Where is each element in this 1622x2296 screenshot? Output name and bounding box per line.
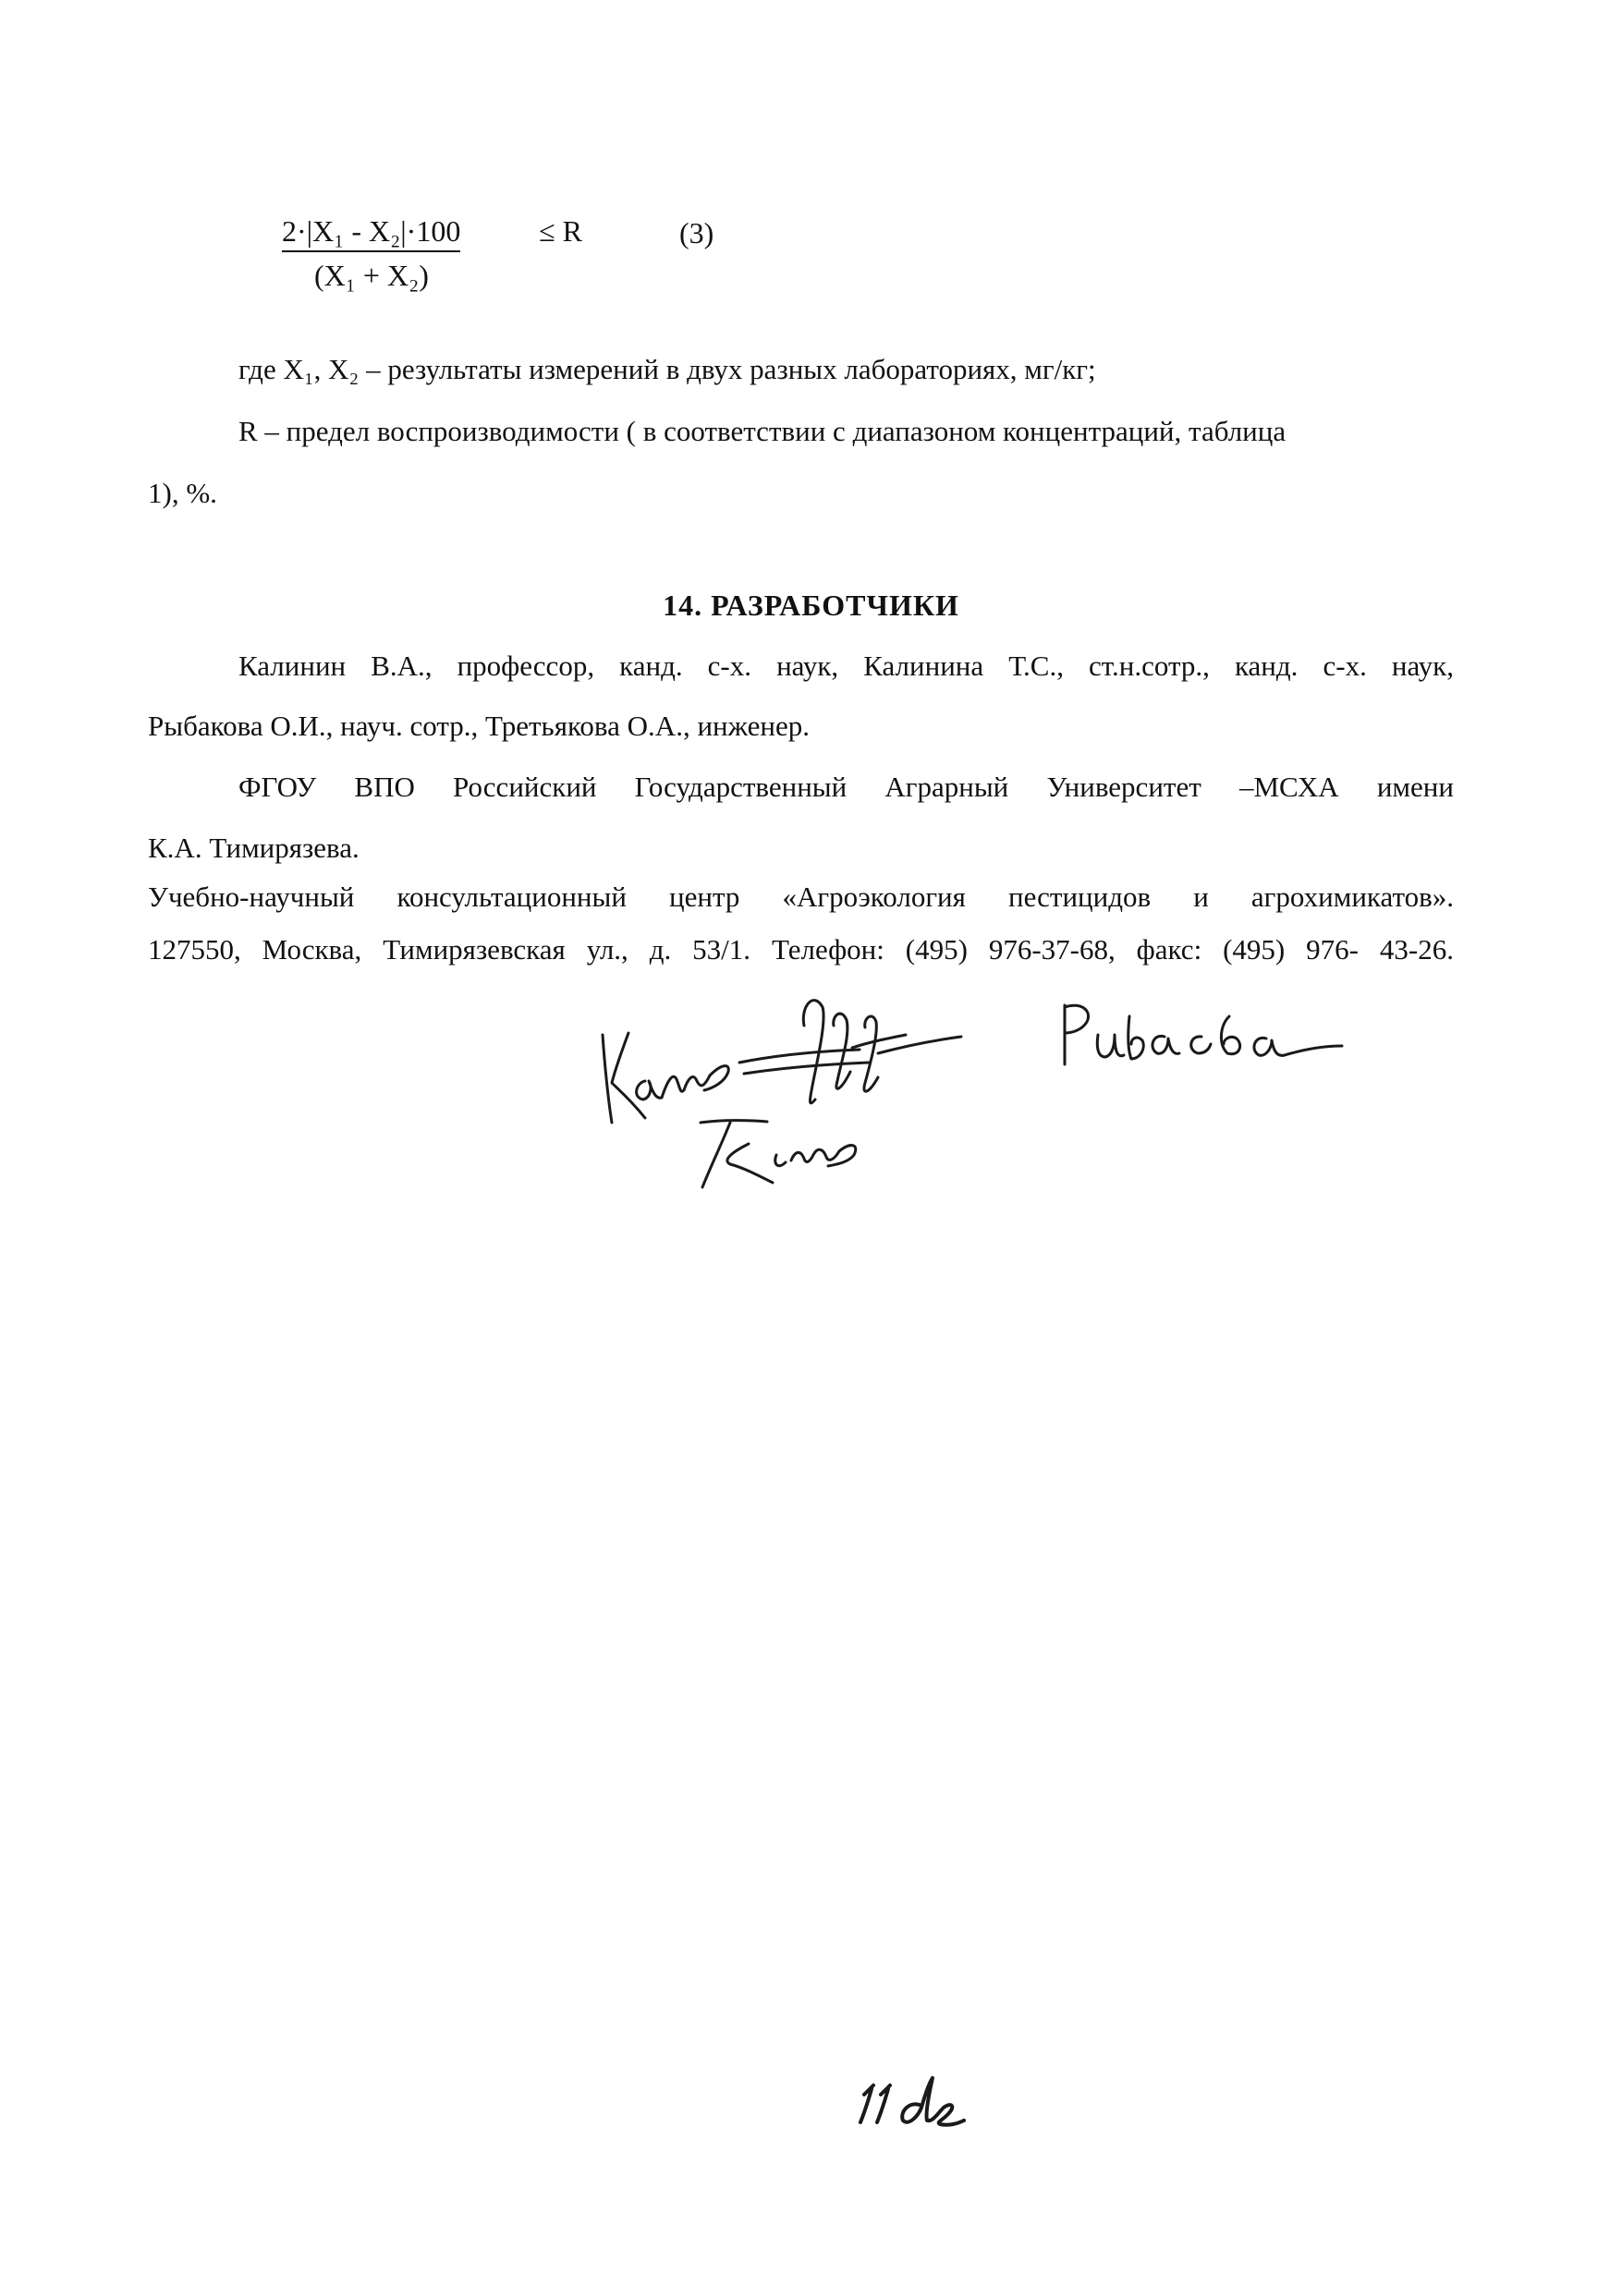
signatures xyxy=(591,979,1423,1201)
definition-r-continued: 1), %. xyxy=(148,477,217,509)
signature-rybakova xyxy=(1065,1005,1342,1064)
signature-tretyakova xyxy=(739,1001,961,1103)
section-heading: 14. РАЗРАБОТЧИКИ xyxy=(663,589,959,622)
formula-relation: ≤ R xyxy=(539,214,582,248)
center-line: Учебно-научный консультационный центр «Агроэкология пестицидов и агрохимикатов». xyxy=(148,881,1454,913)
definition-r: R – предел воспроизводимости ( в соответствии с диапазоном концентраций, таблица xyxy=(238,415,1287,447)
formula-numerator: 2·|X₁ - X₂|·100 xyxy=(282,214,460,252)
authors-line-1: Калинин В.А., профессор, канд. с-х. наук, Калинина Т.С., ст.н.сотр., канд. с-х. наук, xyxy=(238,650,1454,682)
authors-line-2: Рыбакова О.И., науч. сотр., Третьякова О.А., инженер. xyxy=(148,710,810,742)
organization-line-1: ФГОУ ВПО Российский Государственный Аграрный Университет –МСХА имени xyxy=(238,771,1454,803)
signature-kalinina xyxy=(701,1121,856,1187)
signature-kalinin xyxy=(603,1033,728,1123)
organization-line-2: К.А. Тимирязева. xyxy=(148,832,360,864)
definition-x: где X₁, X₂ – результаты измерений в двух разных лабораториях, мг/кг; xyxy=(238,353,1096,385)
equation-number: (3) xyxy=(679,216,714,249)
formula-denominator: (X₁ + X₂) xyxy=(314,259,429,292)
address-line: 127550, Москва, Тимирязевская ул., д. 53/1. Телефон: (495) 976-37-68, факс: (495) 976- 43-26. xyxy=(148,933,1454,966)
page-number xyxy=(855,2074,966,2130)
